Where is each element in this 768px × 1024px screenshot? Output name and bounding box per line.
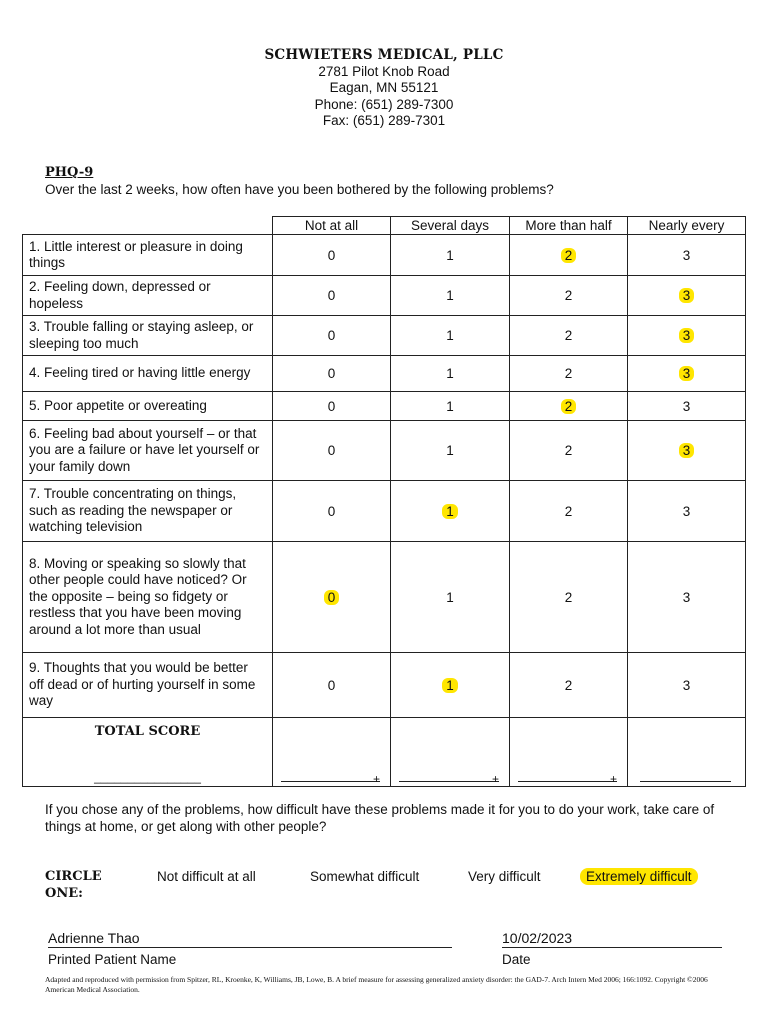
score-cell[interactable] (273, 653, 391, 718)
circle-one-label: CIRCLE ONE: (45, 869, 102, 901)
question-text: 8. Moving or speaking so slowly that other people could have noticed? Or the opposite – being so fidgety or restless that you have been moving around a lot more than usual (23, 542, 273, 653)
score-value: 3 (682, 398, 691, 414)
score-cell[interactable] (273, 316, 391, 356)
score-value: 3 (682, 247, 691, 263)
difficulty-question: If you chose any of the problems, how difficult have these problems made it for you to do your work, take care of things at home, or get along with other people? (45, 802, 715, 834)
score-cell[interactable] (510, 356, 628, 392)
score-value: 0 (327, 677, 336, 693)
score-value: 1 (446, 366, 454, 381)
score-value: 0 (324, 590, 340, 605)
header-blank (23, 217, 273, 235)
score-value: 2 (564, 288, 573, 303)
score-cell[interactable] (510, 653, 628, 718)
total-score-blank: ________________ (94, 770, 201, 784)
question-text: 9. Thoughts that you would be better off dead or of hurting yourself in some way (23, 653, 273, 718)
score-cell[interactable] (391, 316, 510, 356)
score-value: 0 (327, 247, 336, 263)
score-value: 3 (679, 366, 695, 381)
score-value: 3 (682, 503, 691, 519)
plus-sign: + (491, 772, 499, 786)
date-field[interactable]: 10/02/2023 (502, 930, 722, 948)
patient-name-label: Printed Patient Name (48, 952, 177, 967)
score-value: 2 (564, 328, 573, 343)
practice-address-line-2: Eagan, MN 55121 (329, 80, 439, 95)
score-cell[interactable] (391, 356, 510, 392)
score-value: 2 (564, 677, 573, 693)
score-value: 1 (446, 398, 454, 414)
score-value: 1 (446, 589, 454, 605)
phq-table (22, 216, 746, 787)
score-value: 1 (442, 504, 458, 519)
question-text: 5. Poor appetite or overeating (23, 392, 273, 421)
table-row (23, 421, 746, 481)
score-value: 0 (327, 366, 336, 381)
subtotal-not-at-all[interactable] (273, 718, 391, 787)
score-value: 1 (442, 678, 458, 693)
score-value: 0 (327, 398, 336, 414)
score-cell[interactable] (510, 276, 628, 316)
score-value: 2 (564, 589, 573, 605)
score-cell[interactable] (391, 653, 510, 718)
column-header: More than half (510, 217, 628, 235)
score-cell[interactable] (628, 316, 746, 356)
score-cell[interactable] (628, 653, 746, 718)
score-cell[interactable] (273, 235, 391, 276)
table-row (23, 235, 746, 276)
column-header: Several days (391, 217, 510, 235)
question-text: 4. Feeling tired or having little energy (23, 356, 273, 392)
plus-sign: + (609, 772, 617, 786)
difficulty-option-somewhat[interactable]: Somewhat difficult (310, 869, 420, 884)
table-row (23, 542, 746, 653)
score-cell[interactable] (391, 276, 510, 316)
total-score-cell[interactable] (23, 718, 273, 787)
column-header: Nearly every (628, 217, 746, 235)
subtotal-line (518, 780, 617, 782)
practice-name: SCHWIETERS MEDICAL, PLLC (264, 47, 504, 63)
score-cell[interactable] (628, 542, 746, 653)
patient-name-field[interactable]: Adrienne Thao (48, 930, 452, 948)
table-row (23, 392, 746, 421)
table-header-row (23, 217, 746, 235)
footnote: Adapted and reproduced with permission from Spitzer, RL, Kroenke, K, Williams, JB, Lowe, B. A brief measure for assessing generalized anxiety disorder: the GAD-7. Arch Intern Med 2006; 166:1092. Copyright ©2006 American Medical Association. (45, 975, 708, 994)
score-cell[interactable] (391, 235, 510, 276)
table-row (23, 316, 746, 356)
score-value: 3 (679, 328, 695, 343)
question-text: 6. Feeling bad about yourself – or that you are a failure or have let yourself or your family down (23, 421, 273, 481)
question-text: 1. Little interest or pleasure in doing things (23, 235, 273, 276)
score-cell[interactable] (628, 356, 746, 392)
score-cell[interactable] (273, 421, 391, 481)
score-cell[interactable] (391, 542, 510, 653)
score-cell[interactable] (510, 235, 628, 276)
score-value: 1 (446, 443, 454, 458)
table-row (23, 276, 746, 316)
practice-phone: Phone: (651) 289-7300 (314, 96, 454, 112)
score-cell[interactable] (510, 542, 628, 653)
score-value: 1 (446, 288, 454, 303)
score-cell[interactable] (273, 392, 391, 421)
score-value: 1 (446, 247, 454, 263)
score-value: 3 (682, 589, 691, 605)
difficulty-option-extremely[interactable]: Extremely difficult (580, 868, 698, 885)
subtotal-nearly-every[interactable] (628, 718, 746, 787)
score-cell[interactable] (628, 421, 746, 481)
score-value: 2 (564, 503, 573, 519)
practice-header (0, 47, 768, 130)
score-cell[interactable] (628, 276, 746, 316)
question-text: 3. Trouble falling or staying asleep, or sleeping too much (23, 316, 273, 356)
difficulty-option-very[interactable]: Very difficult (468, 869, 541, 884)
subtotal-line (640, 780, 731, 782)
date-label: Date (502, 952, 531, 967)
score-cell[interactable] (391, 481, 510, 542)
practice-address-line-1: 2781 Pilot Knob Road (318, 63, 450, 79)
score-value: 0 (327, 328, 336, 343)
score-value: 0 (327, 288, 336, 303)
score-value: 0 (327, 503, 336, 519)
score-value: 3 (679, 443, 695, 458)
question-text: 2. Feeling down, depressed or hopeless (23, 276, 273, 316)
score-value: 2 (561, 248, 577, 263)
total-score-label: TOTAL SCORE (94, 724, 201, 739)
score-value: 2 (561, 399, 577, 414)
score-cell[interactable] (510, 392, 628, 421)
subtotal-line (281, 780, 380, 782)
score-value: 3 (679, 288, 695, 303)
subtotal-line (399, 780, 499, 782)
score-value: 3 (682, 677, 691, 693)
score-value: 2 (564, 366, 573, 381)
score-cell[interactable] (510, 316, 628, 356)
score-cell[interactable] (628, 235, 746, 276)
total-row (23, 718, 746, 787)
score-cell[interactable] (510, 421, 628, 481)
score-cell[interactable] (628, 481, 746, 542)
score-value: 1 (446, 328, 454, 343)
phq-question: Over the last 2 weeks, how often have you been bothered by the following problems? (45, 182, 554, 197)
score-cell[interactable] (391, 392, 510, 421)
score-cell[interactable] (510, 481, 628, 542)
subtotal-several-days[interactable] (391, 718, 510, 787)
question-text: 7. Trouble concentrating on things, such as reading the newspaper or watching television (23, 481, 273, 542)
practice-fax: Fax: (651) 289-7301 (322, 113, 446, 128)
score-cell[interactable] (273, 481, 391, 542)
score-value: 2 (564, 443, 573, 458)
table-row (23, 481, 746, 542)
table-row (23, 653, 746, 718)
subtotal-more-than-half[interactable] (510, 718, 628, 787)
score-cell[interactable] (273, 276, 391, 316)
score-value: 0 (327, 443, 336, 458)
plus-sign: + (372, 772, 380, 786)
score-cell[interactable] (628, 392, 746, 421)
score-cell[interactable] (273, 356, 391, 392)
column-header: Not at all (273, 217, 391, 235)
phq-title: PHQ-9 (45, 165, 94, 180)
table-row (23, 356, 746, 392)
score-cell[interactable] (273, 542, 391, 653)
difficulty-option-not-difficult[interactable]: Not difficult at all (157, 869, 256, 884)
score-cell[interactable] (391, 421, 510, 481)
